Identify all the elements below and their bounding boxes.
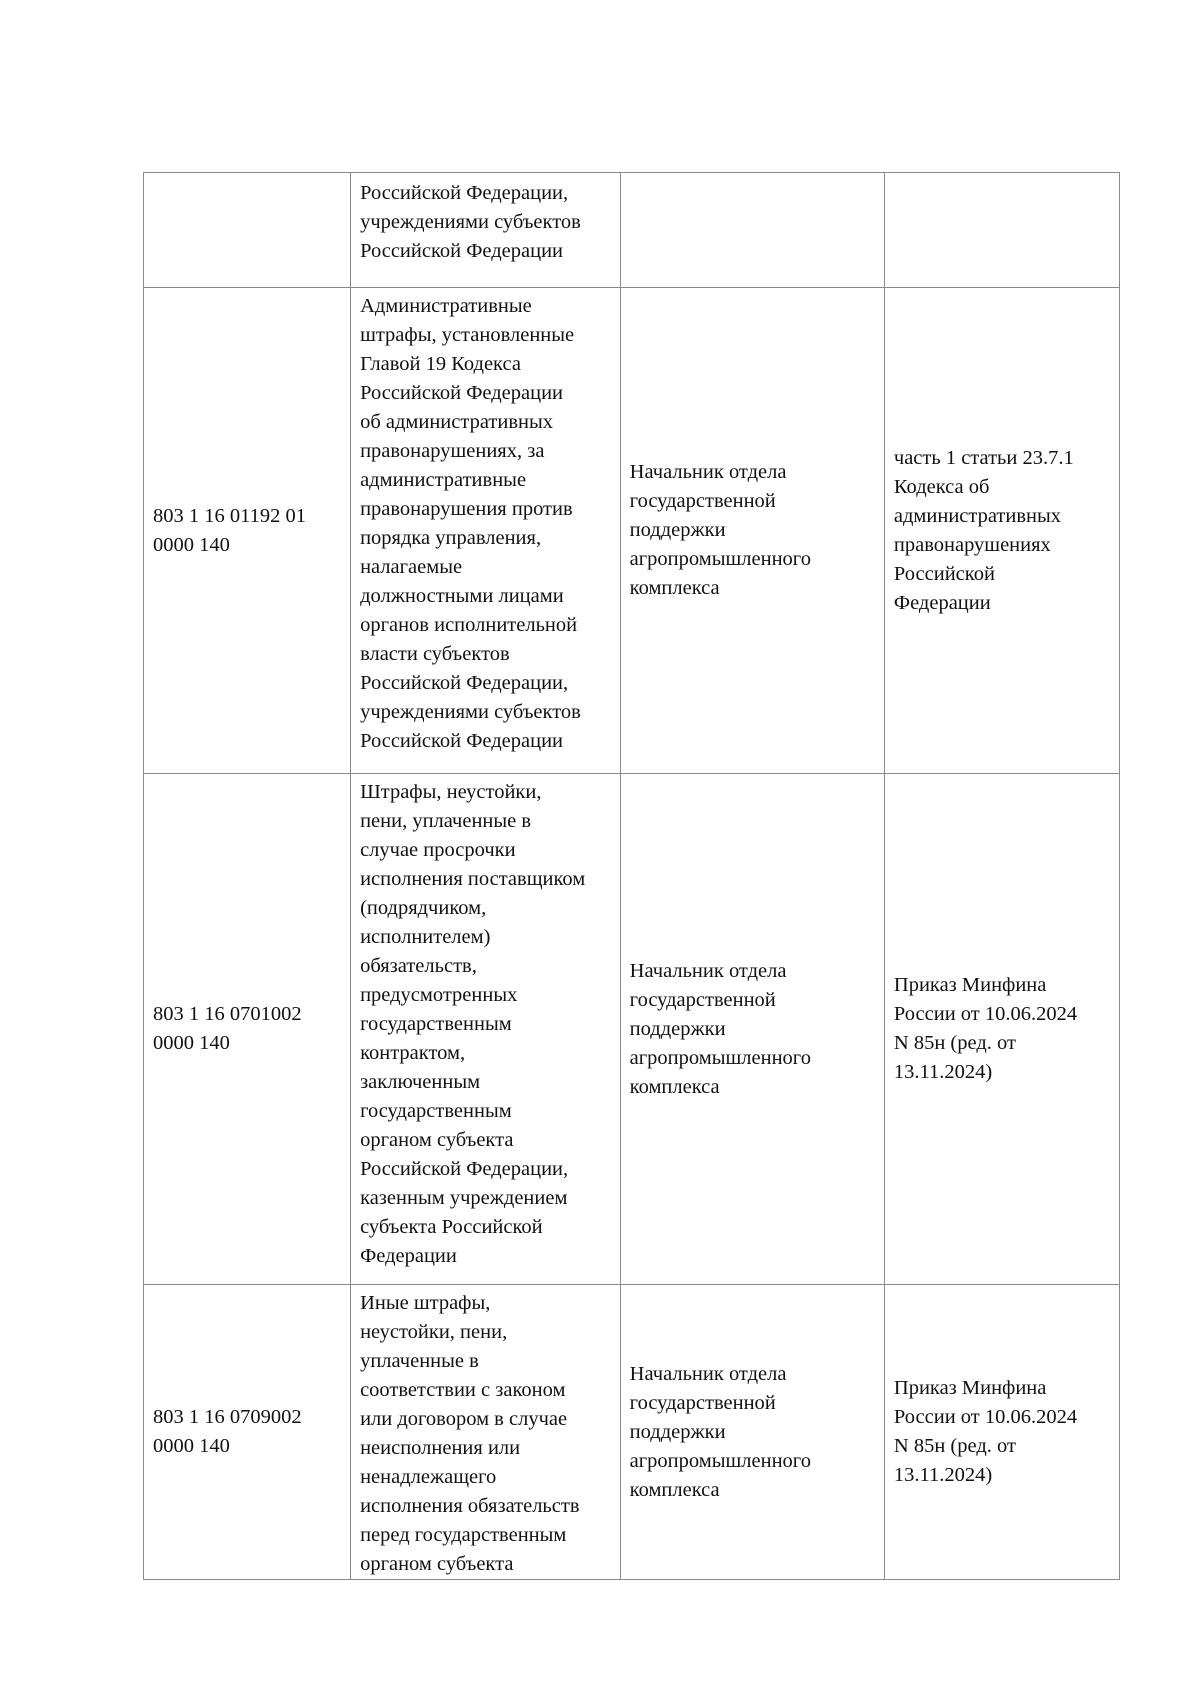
code-cell: 803 1 16 0701002 0000 140 [144, 774, 351, 1285]
description-cell: Штрафы, неустойки, пени, уплаченные в случае просрочки исполнения поставщиком (подрядчиком, исполнителем) обязательств, предусмотренных государственным контрактом, заключенным государственным органом субъекта Российской Федерации, казенным учреждением субъекта Российской Федерации [351, 774, 621, 1285]
code-cell: 803 1 16 0709002 0000 140 [144, 1285, 351, 1580]
table-row [144, 173, 1120, 288]
revenue-codes-table [143, 172, 1120, 1580]
basis-cell: Приказ Минфина России от 10.06.2024 N 85н (ред. от 13.11.2024) [884, 774, 1119, 1285]
description-cell: Иные штрафы, неустойки, пени, уплаченные в соответствии с законом или договором в случае неисполнения или ненадлежащего исполнения обязательств перед государственным органом субъекта [351, 1285, 621, 1580]
code-cell: 803 1 16 01192 01 0000 140 [144, 288, 351, 774]
description-cell: Административные штрафы, установленные Главой 19 Кодекса Российской Федерации об административных правонарушениях, за административные правонарушения против порядка управления, налагаемые должностными лицами органов исполнительной власти субъектов Российской Федерации, учреждениями субъектов Российской Федерации [351, 288, 621, 774]
responsible-cell: Начальник отдела государственной поддержки агропромышленного комплекса [620, 288, 884, 774]
basis-cell: Приказ Минфина России от 10.06.2024 N 85н (ред. от 13.11.2024) [884, 1285, 1119, 1580]
description-cell: Российской Федерации, учреждениями субъектов Российской Федерации [351, 173, 621, 288]
code-cell [144, 173, 351, 288]
responsible-cell [620, 173, 884, 288]
table-row [144, 1285, 1120, 1580]
basis-cell: часть 1 статьи 23.7.1 Кодекса об административных правонарушениях Российской Федерации [884, 288, 1119, 774]
table-row [144, 288, 1120, 774]
basis-cell [884, 173, 1119, 288]
responsible-cell: Начальник отдела государственной поддержки агропромышленного комплекса [620, 1285, 884, 1580]
responsible-cell: Начальник отдела государственной поддержки агропромышленного комплекса [620, 774, 884, 1285]
table-row [144, 774, 1120, 1285]
